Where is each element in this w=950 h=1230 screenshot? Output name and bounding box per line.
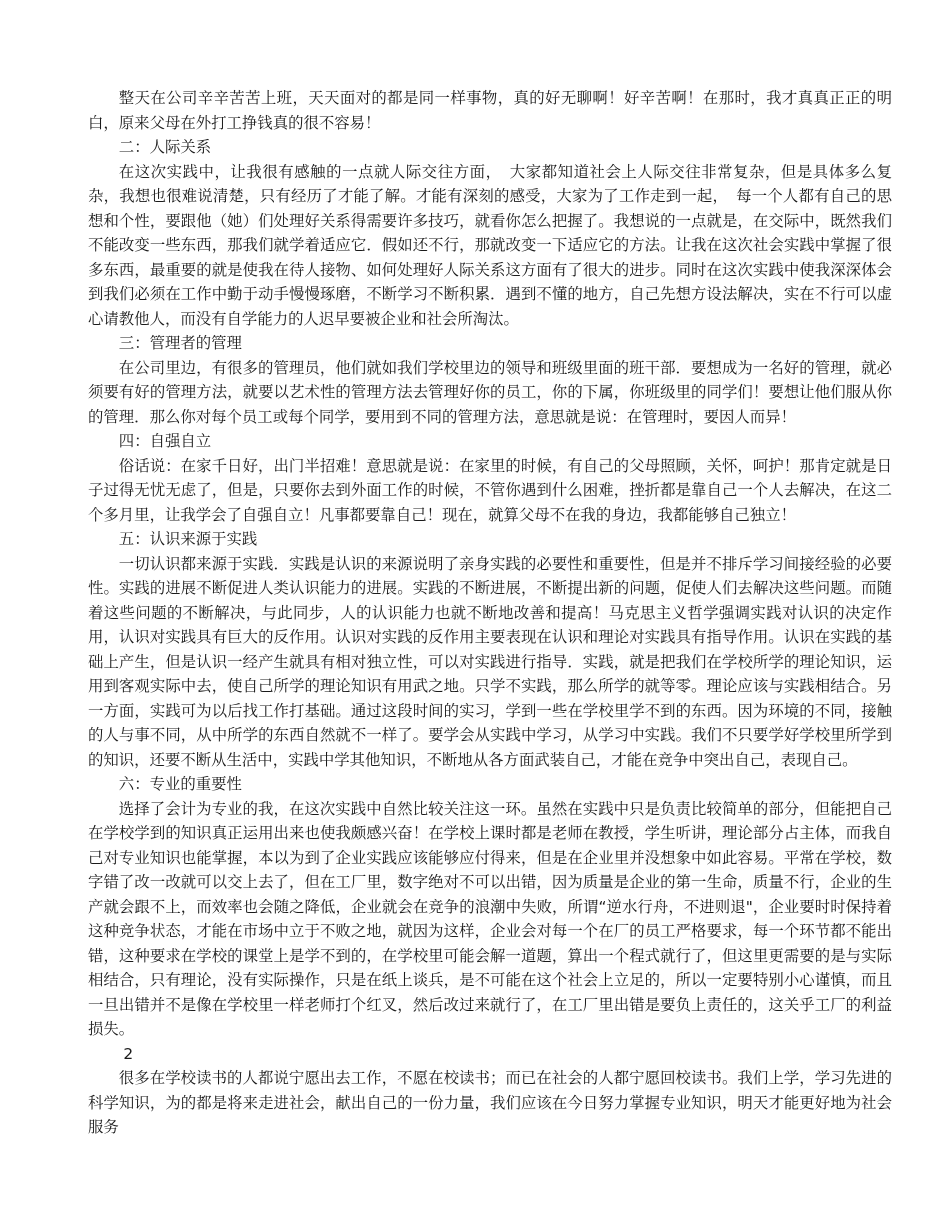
section-heading-major: 六：专业的重要性 (118, 775, 242, 793)
section-heading-interpersonal: 二：人际关系 (118, 138, 212, 156)
paragraph-practice: 一切认识都来源于实践．实践是认识的来源说明了亲身实践的必要性和重要性，但是并不排斥学习间接经验的必要性。实践的进展不断促进人类认识能力的进展。实践的不断进展，不断提出新的问题，促使人们去解决这些问题。而随着这些问题的不断解决，与此同步，人的认识能力也就不断地改善和提高！马克思主义哲学强调实践对认识的决定作用，认识对实践具有巨大的反作用。认识对实践的反作用主要表现在认识和理论对实践具有指导作用。认识在实践的基础上产生，但是认识一经产生就具有相对独立性，可以对实践进行指导．实践，就是把我们在学校所学的理论知识，运用到客观实际中去，使自己所学的理论知识有用武之地。只学不实践，那么所学的就等零。理论应该与实践相结合。另一方面，实践可为以后找工作打基础。通过这段时间的实习，学到一些在学校里学不到的东西。因为环境的不同，接触的人与事不同，从中所学的东西自然就不一样了。要学会从实践中学习，从学习中实践。我们不只要学好学校里所学到的知识，还要不断从生活中，实践中学其他知识，不断地从各方面武装自己，才能在竞争中突出自己，表现自己。 (88, 554, 892, 769)
section-heading-practice: 五：认识来源于实践 (118, 530, 258, 548)
section-heading-management: 三：管理者的管理 (118, 334, 242, 352)
paragraph-self-reliance: 俗话说：在家千日好，出门半招难！意思就是说：在家里的时候，有自己的父母照顾，关怀，呵护！那肯定就是日子过得无忧无虑了，但是，只要你去到外面工作的时候，不管你遇到什么困难，挫折都是靠自己一个人去解决，在这二个多月里，让我学会了自强自立！凡事都要靠自己！现在，就算父母不在我的身边，我都能够自己独立！ (88, 456, 892, 524)
page-number: 2 (123, 1044, 134, 1063)
paragraph-intro: 整天在公司辛辛苦苦上班，天天面对的都是同一样事物，真的好无聊啊！好辛苦啊！在那时，我才真真正正的明白，原来父母在外打工挣钱真的很不容易！ (88, 89, 892, 132)
paragraph-major: 选择了会计为专业的我，在这次实践中自然比较关注这一环。虽然在实践中只是负责比较简单的部分，但能把自己在学校学到的知识真正运用出来也使我颇感兴奋！在学校上课时都是老师在教授，学生听讲，理论部分占主体，而我自己对专业知识也能掌握，本以为到了企业实践应该能够应付得来，但是在企业里并没想象中如此容易。平常在学校，数字错了改一改就可以交上去了，但在工厂里，数字绝对不可以出错，因为质量是企业的第一生命，质量不行，企业的生产就会跟不上，而效率也会随之降低，企业就会在竞争的浪潮中失败，所谓“逆水行舟，不进则退"，企业要时时保持着这种竞争状态，才能在市场中立于不败之地，就因为这样，企业会对每一个在厂的员工严格要求，每一个环节都不能出错，这种要求在学校的课堂上是学不到的，在学校里可能会解一道题，算出一个程式就行了，但这里更需要的是与实际相结合，只有理论，没有实际操作，只是在纸上谈兵，是不可能在这个社会上立足的，所以一定要特别小心谨慎，而且一旦出错并不是像在学校里一样老师打个红叉，然后改过来就行了，在工厂里出错是要负上责任的，这关乎工厂的利益损失。 (88, 799, 892, 1038)
document-page (88, 86, 892, 1140)
paragraph-interpersonal: 在这次实践中，让我很有感触的一点就人际交往方面， 大家都知道社会上人际交往非常复杂，但是具体多么复杂，我想也很难说清楚，只有经历了才能了解。才能有深刻的感受，大家为了工作走到一起， 每一个人都有自己的思想和个性，要跟他（她）们处理好关系得需要许多技巧，就看你怎么把握了。我想说的一点就是，在交际中，既然我们不能改变一些东西，那我们就学着适应它．假如还不行，那就改变一下适应它的方法。让我在这次社会实践中掌握了很多东西，最重要的就是使我在待人接物、如何处理好人际关系这方面有了很大的进步。同时在这次实践中使我深深体会到我们必须在工作中勤于动手慢慢琢磨，不断学习不断积累．遇到不懂的地方，自己先想方设法解决，实在不行可以虚心请教他人，而没有自学能力的人迟早要被企业和社会所淘汰。 (88, 162, 892, 328)
section-heading-self-reliance: 四：自强自立 (118, 432, 212, 450)
paragraph-closing: 很多在学校读书的人都说宁愿出去工作，不愿在校读书；而已在社会的人都宁愿回校读书。我们上学，学习先进的科学知识，为的都是将来走进社会，献出自己的一份力量，我们应该在今日努力掌握专业知识，明天才能更好地为社会服务 (88, 1069, 892, 1136)
paragraph-management: 在公司里边，有很多的管理员，他们就如我们学校里边的领导和班级里面的班干部．要想成为一名好的管理，就必须要有好的管理方法，就要以艺术性的管理方法去管理好你的员工，你的下属，你班级里的同学们！要想让他们服从你的管理．那么你对每个员工或每个同学，要用到不同的管理方法，意思就是说：在管理时，要因人而异！ (88, 358, 892, 426)
